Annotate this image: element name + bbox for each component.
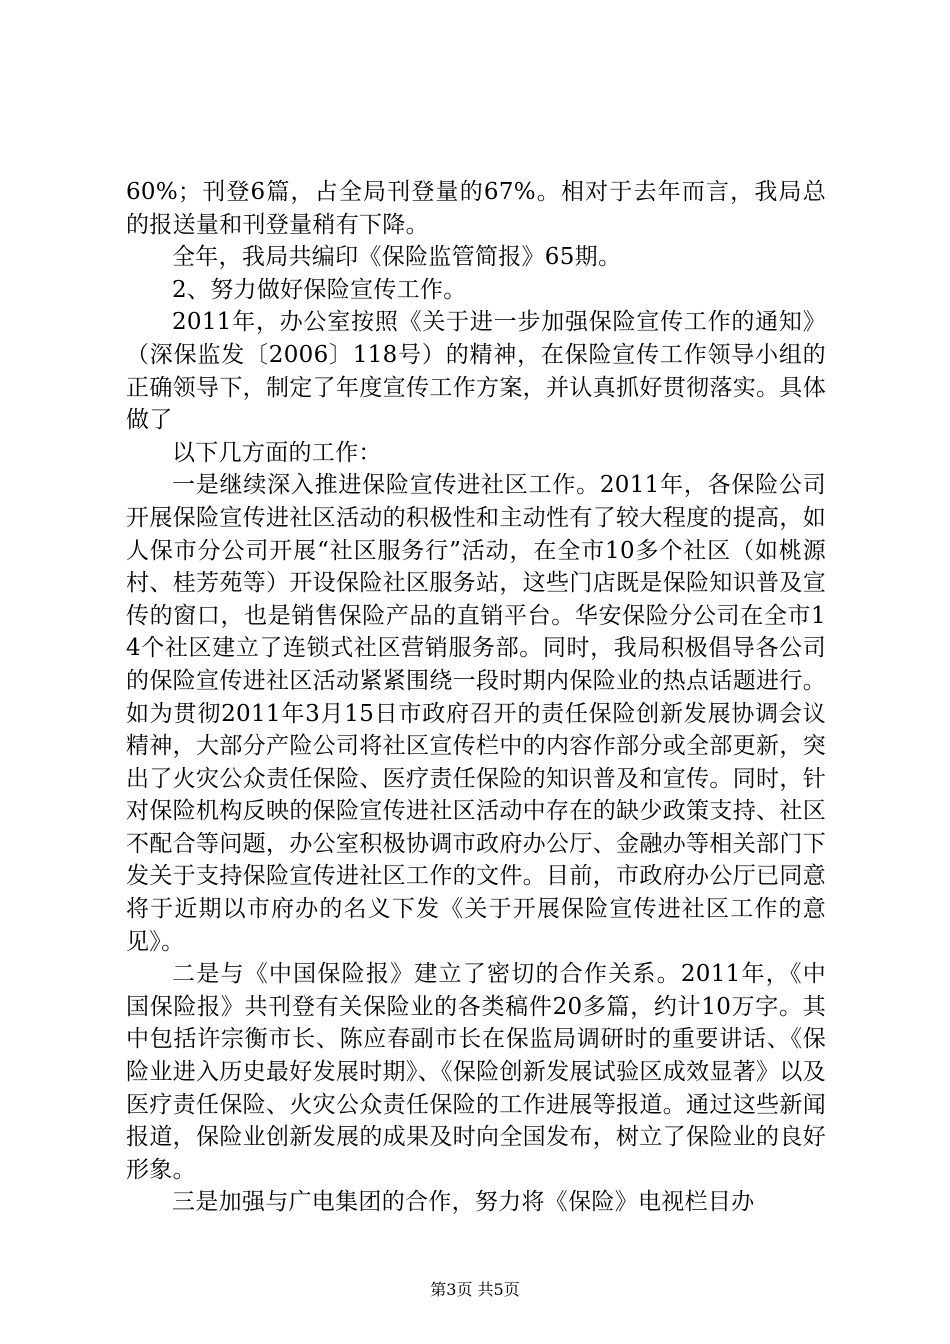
document-body — [126, 176, 826, 1219]
paragraph-aspects-lead: 以下几方面的工作： — [172, 439, 382, 466]
paragraph-publicity-intro: 2011年，办公室按照《关于进一步加强保险宣传工作的通知》（深保监发〔2006〕118号）的精神，在保险宣传工作领导小组的正确领导下，制定了年度宣传工作方案，并认真抓好贯彻落实。具体做了 — [126, 309, 826, 434]
paragraph-community-publicity: 一是继续深入推进保险宣传进社区工作。2011年，各保险公司开展保险宣传进社区活动的积极性和主动性有了较大程度的提高，如人保市分公司开展“社区服务行”活动，在全市10多个社区（如桃源村、桂芳苑等）开设保险社区服务站，这些门店既是保险知识普及宣传的窗口，也是销售保险产品的直销平台。华安保险分公司在全市14个社区建立了连锁式社区营销服务部。同时，我局积极倡导各公司的保险宣传进社区活动紧紧围绕一段时期内保险业的热点话题进行。如为贯彻2011年3月15日市政府召开的责任保险创新发展协调会议精神，大部分产险公司将社区宣传栏中的内容作部分或全部更新，突出了火灾公众责任保险、医疗责任保险的知识普及和宣传。同时，针对保险机构反映的保险宣传进社区活动中存在的缺少政策支持、社区不配合等问题，办公室积极协调市政府办公厅、金融办等相关部门下发关于支持保险宣传进社区工作的文件。目前，市政府办公厅已同意将于近期以市府办的名义下发《关于开展保险宣传进社区工作的意见》。 — [126, 472, 826, 955]
page-number-footer: 第3页 共5页 — [430, 1280, 520, 1299]
paragraph-insurance-newspaper: 二是与《中国保险报》建立了密切的合作关系。2011年，《中国保险报》共刊登有关保险业的各类稿件20多篇，约计10万字。其中包括许宗衡市长、陈应春副市长在保监局调研时的重要讲话、《保险业进入历史最好发展时期》、《保险创新发展试验区成效显著》以及医疗责任保险、火灾公众责任保险的工作进展等报道。通过这些新闻报道，保险业创新发展的成果及时向全国发布，树立了保险业的良好形象。 — [126, 961, 826, 1183]
paragraph-broadcast-cooperation: 三是加强与广电集团的合作，努力将《保险》电视栏目办 — [172, 1189, 755, 1216]
paragraph-continuation: 60%；刊登6篇，占全局刊登量的67%。相对于去年而言，我局总的报送量和刊登量稍有下降。 — [126, 179, 826, 238]
paragraph-bulletin-count: 全年，我局共编印《保险监管简报》65期。 — [172, 244, 622, 271]
section-heading-publicity: 2、努力做好保险宣传工作。 — [172, 276, 467, 303]
